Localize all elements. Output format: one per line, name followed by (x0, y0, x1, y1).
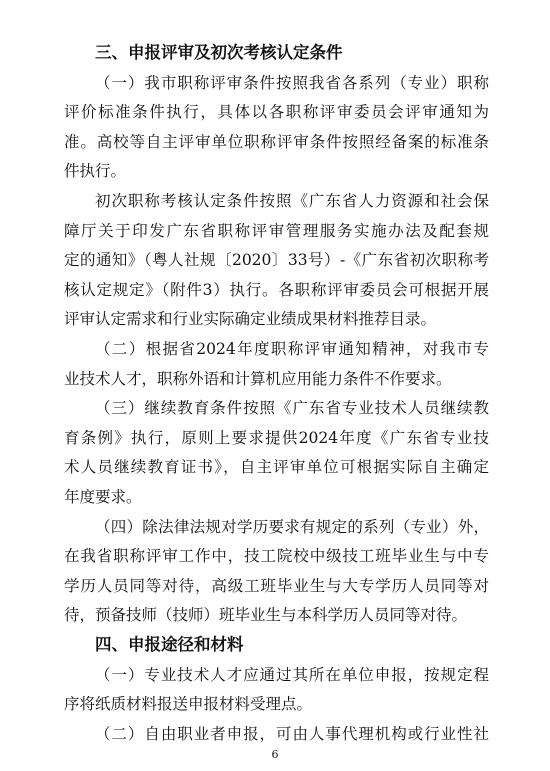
paragraph-line: 在我省职称评审工作中，技工院校中级技工班毕业生与中专 (64, 547, 489, 566)
page-number: 6 (271, 748, 279, 761)
paragraph-line: （二）自由职业者申报，可由人事代理机构或行业性社 (95, 724, 489, 743)
paragraph-line: （一）专业技术人才应通过其所在单位申报，按规定程 (95, 665, 489, 684)
paragraph-line: 业技术人才，职称外语和计算机应用能力条件不作要求。 (64, 369, 452, 388)
paragraph-line: （二）根据省2024年度职称评审通知精神，对我市专 (95, 340, 489, 358)
paragraph-line: 序将纸质材料报送申报材料受理点。 (64, 695, 313, 714)
paragraph-line: 定的通知》（粤人社规〔2020〕33号）-《广东省初次职称考 (64, 251, 489, 270)
paragraph-line: 初次职称考核认定条件按照《广东省人力资源和社会保 (95, 192, 489, 210)
paragraph-line: （一）我市职称评审条件按照我省各系列（专业）职称 (95, 73, 489, 92)
paragraph-line: 评审认定需求和行业实际确定业绩成果材料推荐目录。 (64, 310, 437, 329)
paragraph-line: 障厅关于印发广东省职称评审管理服务实施办法及配套规 (64, 221, 489, 240)
paragraph-line: 准。高校等自主评审单位职称评审条件按照经备案的标准条 (64, 132, 489, 151)
paragraph-line: 件执行。 (64, 162, 127, 181)
paragraph-line: 待，预备技师（技师）班毕业生与本科学历人员同等对待。 (64, 606, 468, 625)
paragraph-line: 年度要求。 (64, 488, 142, 506)
paragraph-line: 育条例》执行，原则上要求提供2024年度《广东省专业技 (64, 428, 489, 447)
paragraph-line: （四）除法律法规对学历要求有规定的系列（专业）外， (95, 517, 489, 536)
paragraph-line: 核认定规定》（附件3）执行。各职称评审委员会可根据开展 (64, 280, 489, 299)
paragraph-line: 评价标准条件执行，具体以各职称评审委员会评审通知为 (64, 103, 489, 122)
paragraph-line: 术人员继续教育证书》，自主评审单位可根据实际自主确定 (64, 458, 489, 477)
section-heading-3: 三、申报评审及初次考核认定条件 (95, 43, 343, 62)
paragraph-line: 学历人员同等对待，高级工班毕业生与大专学历人员同等对 (64, 576, 489, 595)
section-heading-4: 四、申报途径和材料 (95, 635, 244, 654)
paragraph-line: （三）继续教育条件按照《广东省专业技术人员继续教 (95, 399, 489, 418)
